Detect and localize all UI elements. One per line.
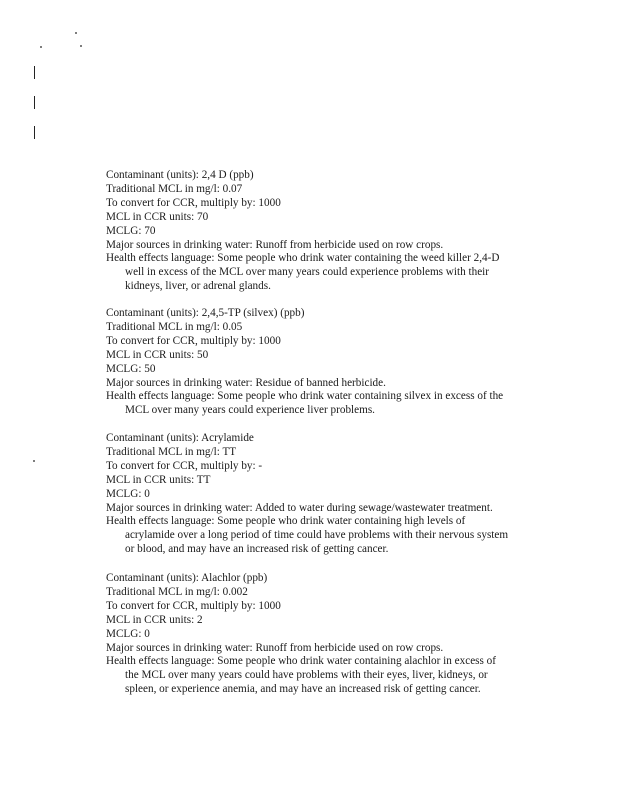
scan-mark	[34, 66, 35, 79]
health-effects-continued: well in excess of the MCL over many years could experience problems with their	[125, 266, 489, 279]
contaminant-entry	[106, 572, 576, 697]
scan-mark	[34, 126, 35, 139]
scan-mark	[34, 96, 35, 109]
conversion-factor: To convert for CCR, multiply by: -	[106, 459, 263, 472]
health-effects: Health effects language: Some people who drink water containing high levels of	[106, 515, 466, 528]
conversion-factor: To convert for CCR, multiply by: 1000	[106, 334, 281, 347]
mclg: MCLG: 0	[106, 487, 150, 500]
traditional-mcl: Traditional MCL in mg/l: 0.05	[106, 320, 243, 333]
contaminant-name: Contaminant (units): 2,4 D (ppb)	[106, 169, 254, 181]
traditional-mcl: Traditional MCL in mg/l: 0.002	[106, 585, 248, 598]
scan-speck	[40, 46, 42, 48]
health-effects-continued: MCL over many years could experience liver problems.	[125, 404, 375, 417]
health-effects: Health effects language: Some people who drink water containing alachlor in excess of	[106, 655, 496, 668]
health-effects-continued: spleen, or experience anemia, and may have an increased risk of getting cancer.	[125, 683, 481, 696]
health-effects-continued: acrylamide over a long period of time could have problems with their nervous system	[125, 529, 509, 542]
major-sources: Major sources in drinking water: Residue of banned herbicide.	[106, 376, 386, 389]
health-effects-continued: or blood, and may have an increased risk of getting cancer.	[125, 543, 389, 556]
traditional-mcl: Traditional MCL in mg/l: TT	[106, 445, 237, 458]
contaminant-entry	[106, 169, 576, 294]
contaminant-entry	[106, 307, 576, 418]
contaminant-name: Contaminant (units): Acrylamide	[106, 432, 254, 444]
mcl-ccr-units: MCL in CCR units: TT	[106, 473, 211, 486]
mclg: MCLG: 0	[106, 627, 150, 640]
health-effects-continued: kidneys, liver, or adrenal glands.	[125, 280, 271, 293]
contaminant-name: Contaminant (units): Alachlor (ppb)	[106, 572, 268, 584]
conversion-factor: To convert for CCR, multiply by: 1000	[106, 599, 281, 612]
health-effects: Health effects language: Some people who drink water containing the weed killer 2,4-D	[106, 252, 500, 265]
major-sources: Major sources in drinking water: Added to water during sewage/wastewater treatment.	[106, 501, 493, 514]
contaminant-entry	[106, 432, 576, 557]
mclg: MCLG: 70	[106, 224, 156, 237]
scan-speck	[80, 45, 82, 47]
mcl-ccr-units: MCL in CCR units: 70	[106, 210, 209, 223]
mclg: MCLG: 50	[106, 362, 156, 375]
scan-speck	[75, 32, 77, 34]
health-effects-continued: the MCL over many years could have problems with their eyes, liver, kidneys, or	[125, 669, 488, 682]
traditional-mcl: Traditional MCL in mg/l: 0.07	[106, 182, 243, 195]
major-sources: Major sources in drinking water: Runoff from herbicide used on row crops.	[106, 641, 444, 654]
contaminant-name: Contaminant (units): 2,4,5-TP (silvex) (ppb)	[106, 307, 305, 319]
conversion-factor: To convert for CCR, multiply by: 1000	[106, 196, 281, 209]
mcl-ccr-units: MCL in CCR units: 50	[106, 348, 209, 361]
major-sources: Major sources in drinking water: Runoff from herbicide used on row crops.	[106, 238, 444, 251]
scan-speck	[33, 460, 35, 462]
mcl-ccr-units: MCL in CCR units: 2	[106, 613, 203, 626]
health-effects: Health effects language: Some people who drink water containing silvex in excess of the	[106, 390, 504, 403]
